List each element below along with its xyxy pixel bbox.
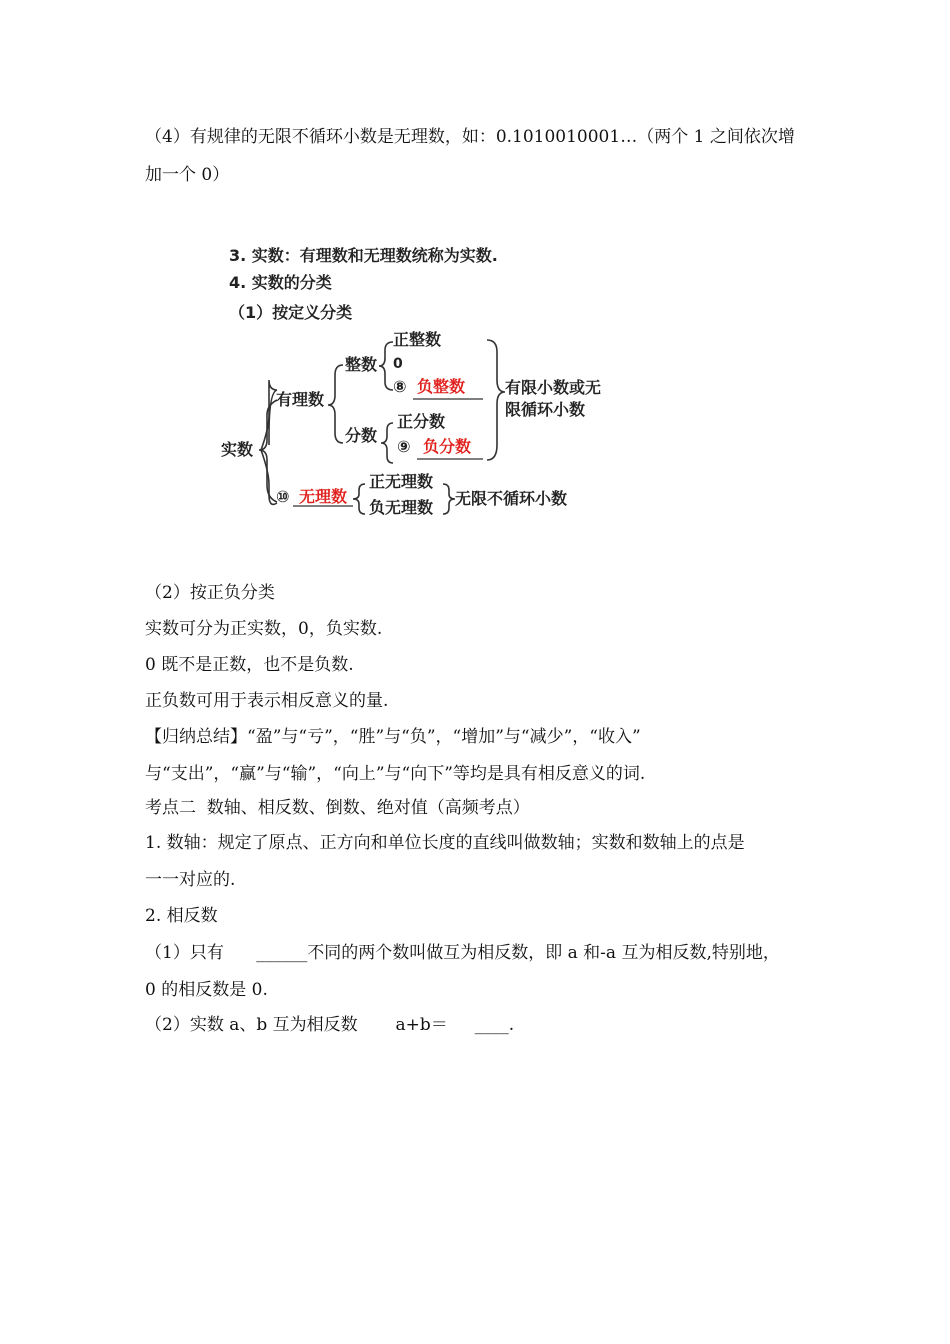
heading-4: 4. 实数的分类 (229, 273, 332, 292)
number-line-def-1: 1. 数轴：规定了原点、正方向和单位长度的直线叫做数轴；实数和数轴上的点是 (145, 833, 745, 853)
subheading-definition: （1）按定义分类 (229, 303, 353, 322)
marker-9: ⑨ (397, 437, 411, 456)
top-line-1: （4）有规律的无限不循环小数是无理数，如：0.1010010001…（两个 1 之间依次增 (145, 127, 795, 147)
label-infinite-decimal: 无限不循环小数 (455, 489, 568, 508)
opposite-def-2: 0 的相反数是 0. (145, 980, 268, 1000)
heading-3: 3. 实数：有理数和无理数统称为实数. (229, 246, 498, 265)
label-integer: 整数 (345, 355, 378, 374)
marker-8: ⑧ (393, 377, 407, 396)
section-heading: 考点二 数轴、相反数、倒数、绝对值（高频考点） (145, 798, 530, 818)
label-finite-decimal-2: 限循环小数 (505, 400, 586, 419)
label-positive-irrational: 正无理数 (369, 472, 434, 491)
real-number-classification-diagram (215, 240, 635, 530)
body-line-4: 正负数可用于表示相反意义的量. (145, 691, 389, 711)
label-rational: 有理数 (276, 390, 325, 409)
body-line-1: （2）按正负分类 (145, 583, 275, 603)
label-positive-fraction: 正分数 (397, 412, 446, 431)
label-positive-integer: 正整数 (393, 330, 442, 349)
body-line-3: 0 既不是正数，也不是负数. (145, 655, 354, 675)
opposite-heading: 2. 相反数 (145, 906, 218, 926)
label-real-number: 实数 (221, 440, 254, 459)
opposite-def-1: （1）只有 ______不同的两个数叫做互为相反数，即 a 和-a 互为相反数,特别地， (145, 943, 780, 963)
body-line-2: 实数可分为正实数，0，负实数. (145, 619, 383, 639)
summary-line-2: 与“支出”，“赢”与“输”，“向上”与“向下”等均是具有相反意义的词. (145, 764, 646, 784)
label-negative-irrational: 负无理数 (369, 498, 434, 517)
label-fraction: 分数 (345, 426, 378, 445)
answer-irrational: 无理数 (299, 487, 348, 506)
number-line-def-2: 一一对应的. (145, 870, 236, 890)
answer-negative-fraction: 负分数 (423, 437, 472, 456)
answer-negative-integer: 负整数 (417, 377, 466, 396)
label-finite-decimal-1: 有限小数或无 (505, 378, 602, 397)
summary-line-1: 【归纳总结】“盈”与“亏”，“胜”与“负”，“增加”与“减少”，“收入” (145, 727, 641, 747)
opposite-sum: （2）实数 a、b 互为相反数 a+b＝ ____. (145, 1015, 515, 1035)
top-line-2: 加一个 0） (145, 165, 230, 185)
label-zero: 0 (393, 356, 403, 372)
marker-10: ⑩ (276, 487, 290, 506)
